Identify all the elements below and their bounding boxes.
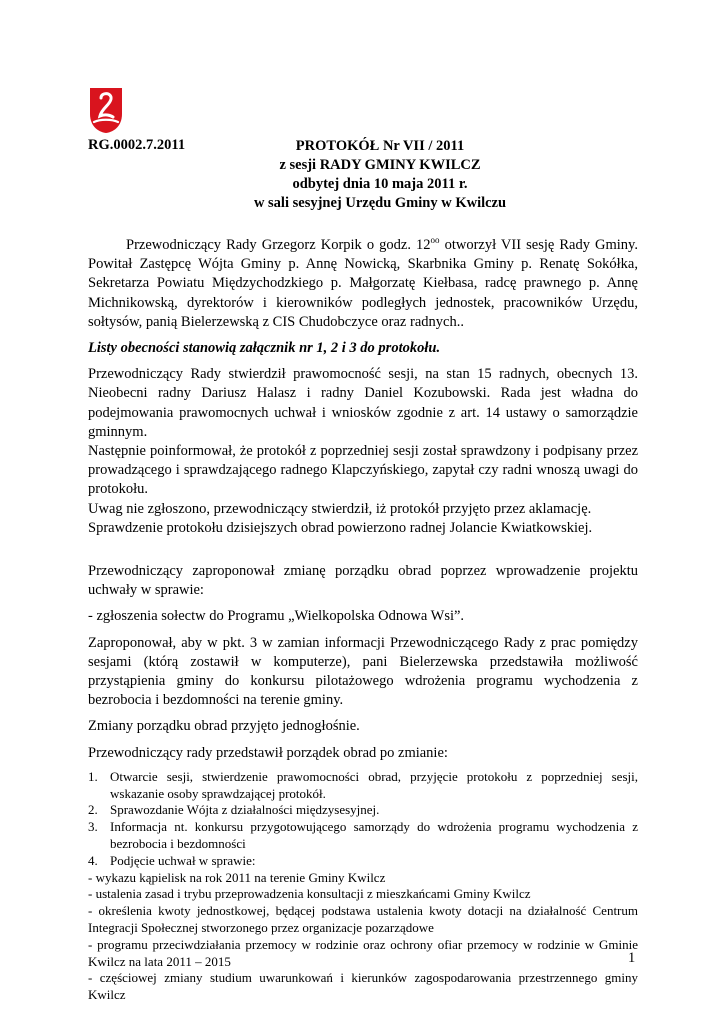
proposal-item: - zgłoszenia sołectw do Programu „Wielkopolska Odnowa Wsi”. (88, 608, 465, 625)
page-number: 1 (628, 950, 636, 966)
resolution-list (88, 870, 638, 1004)
document-title: PROTOKÓŁ Nr VII / 2011 (295, 138, 465, 154)
agenda-intro: Przewodniczący rady przedstawił porządek obrad po zmianie: (88, 744, 448, 761)
quorum-paragraph: Przewodniczący Rady stwierdził prawomocność sesji, na stan 15 radnych, obecnych 13. Nieobecni radny Dariusz Halasz i radny Daniel Kozubowski. Rada jest władna do podejmowania prawomocnych uchwał i wniosków zgodnie z art. 14 ustawy o samorządzie gminnym. (88, 366, 638, 440)
verification-line: Sprawdzenie protokołu dzisiejszych obrad powierzono radnej Jolancie Kwiatkowskiej. (88, 519, 593, 536)
no-remarks-line: Uwag nie zgłoszono, przewodniczący stwierdził, iż protokół przyjęto przez aklamację. (88, 500, 592, 517)
header-session-line: z sesji RADY GMINY KWILCZ (279, 157, 481, 173)
intro-paragraph: Przewodniczący Rady Grzegorz Korpik o godz. $12^{oo}$ otworzył VII sesję Rady Gminy. Powitał Zastępcę Wójta Gminy p. Annę Nowicką, Skarbnika Gminy p. Renatę Sokółka, Sekretarza Powiatu Międzychodzkiego p. Małgorzatę Kiełbasa, radcę prawnego p. Annę Michnikowską, dyrektorów i kierowników podległych jednostek, pracowników Urzędu, sołtysów, panią Bielerzewską z CIS Chudobczyce oraz radnych.. (88, 235, 638, 330)
agenda-item: 3. Informacja nt. konkursu przygotowującego samorządy do wdrożenia programu wychodzenia z bezrobocia i bezdomności (88, 819, 638, 852)
previous-protocol-paragraph: Następnie poinformował, że protokół z poprzedniej sesji został sprawdzony i podpisany przez prowadzącego i sprawdzającego radnego Klapczyńskiego, zapytał czy radni wnoszą uwagi do protokołu. (88, 443, 638, 498)
resolution-item: - określenia kwoty jednostkowej, będącej podstawa ustalenia kwoty dotacji na działalność Centrum Integracji Społecznej stworzonego przez organizacje pozarządowe (88, 903, 638, 936)
agenda-change-proposal: Przewodniczący zaproponował zmianę porządku obrad poprzez wprowadzenie projektu uchwały w sprawie: (88, 563, 638, 599)
resolution-item: - wykazu kąpielisk na rok 2011 na terenie Gminy Kwilcz (88, 869, 386, 885)
agenda-item: 1. Otwarcie sesji, stwierdzenie prawomocności obrad, przyjęcie protokołu z poprzedniej sesji, wskazanie osoby sprawdzającej protokół. (88, 768, 638, 801)
attendance-note: Listy obecności stanowią załącznik nr 1, 2 i 3 do protokołu. (88, 340, 441, 357)
agenda-item: 4. Podjęcie uchwał w sprawie: (88, 852, 256, 868)
document-header (180, 137, 580, 213)
time-superscript: oo (430, 235, 440, 246)
resolution-item: - programu przeciwdziałania przemocy w rodzinie oraz ochrony ofiar przemocy w rodzinie w Gminie Kwilcz na lata 2011 – 2015 (88, 936, 638, 969)
agenda-list (88, 769, 638, 870)
document-reference-number: RG.0002.7.2011 (88, 137, 186, 153)
adopted-line: Zmiany porządku obrad przyjęto jednogłośnie. (88, 718, 360, 735)
proposal-paragraph-2: Zaproponował, aby w pkt. 3 w zamian informacji Przewodniczącego Rady z prac pomiędzy sesjami (którą zostawił w komputerze), pani Bielerzewska przedstawiła możliwość przystąpienia gminy do konkursu pilotażowego wdrożenia programu wychodzenia z bezrobocia i bezdomności na terenie gminy. (88, 634, 638, 709)
resolution-item: - częściowej zmiany studium uwarunkowań i kierunków zagospodarowania przestrzennego gminy Kwilcz (88, 970, 638, 1003)
document-body (88, 236, 638, 1004)
gmina-coat-of-arms-icon (88, 86, 124, 134)
header-date-line: odbytej dnia 10 maja 2011 r. (292, 176, 468, 192)
header-location-line: w sali sesyjnej Urzędu Gminy w Kwilczu (253, 195, 507, 211)
agenda-item: 2. Sprawozdanie Wójta z działalności międzysesyjnej. (88, 802, 380, 818)
resolution-item: - ustalenia zasad i trybu przeprowadzenia konsultacji z mieszkańcami Gminy Kwilcz (88, 886, 531, 902)
